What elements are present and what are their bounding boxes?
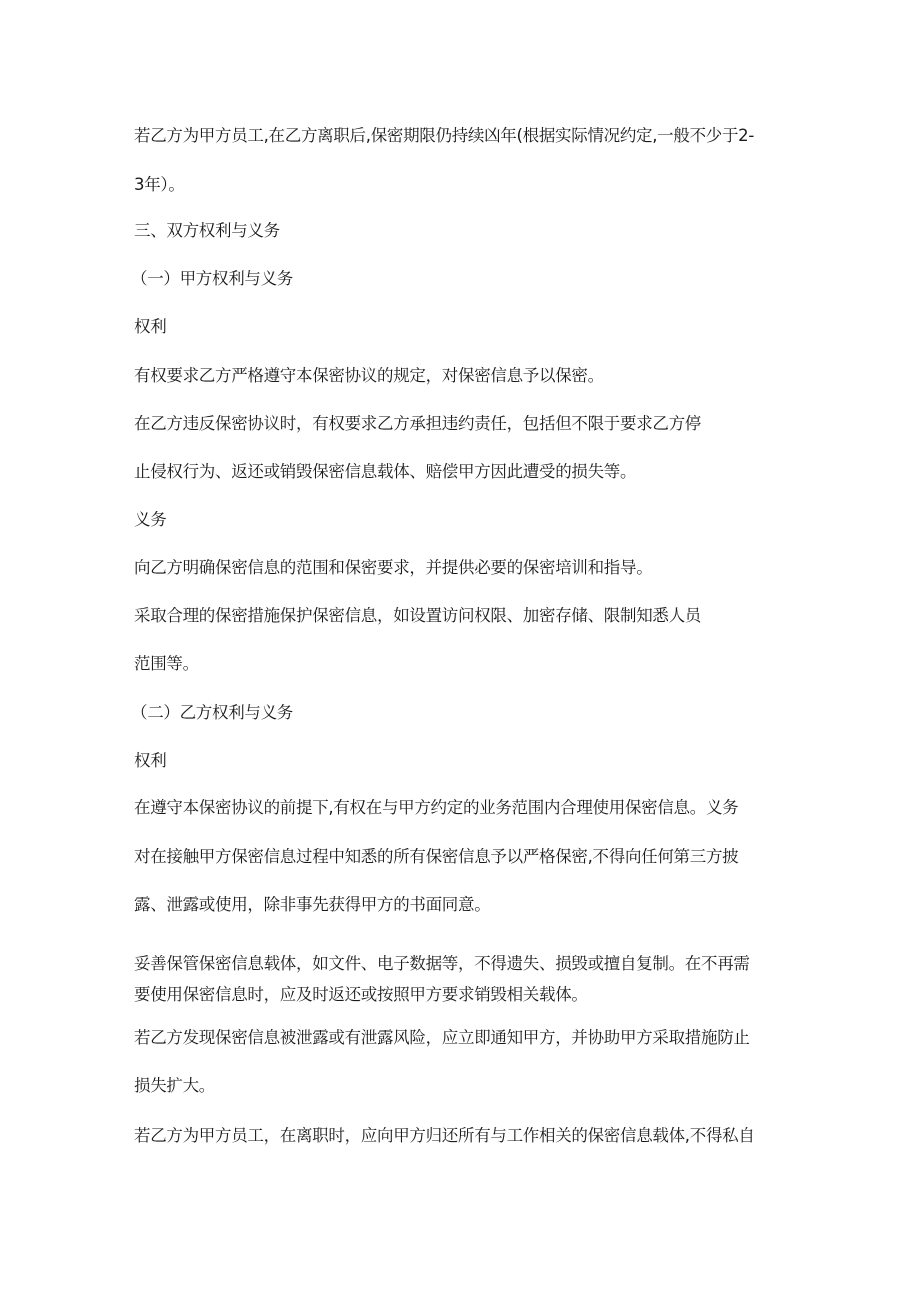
text-line: 范围等。 (134, 654, 199, 673)
text-line: 若乙方为甲方员工,在乙方离职后,保密期限仍持续凶年(根据实际情况约定,一般不少于2- (134, 126, 755, 145)
text-line: 3年）。 (134, 175, 185, 194)
text-line: 止侵权行为、返还或销毁保密信息载体、赔偿甲方因此遭受的损失等。 (134, 462, 637, 481)
text-line: 向乙方明确保密信息的范围和保密要求，并提供必要的保密培训和指导。 (134, 558, 653, 577)
text-line: 露、泄露或使用，除非事先获得甲方的书面同意。 (134, 895, 491, 914)
text-line: 要使用保密信息时，应及时返还或按照甲方要求销毁相关载体。 (134, 985, 588, 1004)
item-heading: 权利 (134, 317, 167, 336)
text-line: 若乙方发现保密信息被泄露或有泄露风险，应立即通知甲方，并协助甲方采取措施防止 (134, 1028, 750, 1047)
item-heading: 义务 (134, 510, 167, 529)
text-line: 损失扩大。 (134, 1076, 216, 1095)
text-line: 对在接触甲方保密信息过程中知悉的所有保密信息予以严格保密,不得向任何第三方披 (134, 847, 739, 866)
text-line: 妥善保管保密信息载体，如文件、电子数据等，不得遗失、损毁或擅自复制。在不再需 (134, 954, 750, 973)
text-line: 有权要求乙方严格遵守本保密协议的规定，对保密信息予以保密。 (134, 366, 604, 385)
section-heading: 三、双方权利与义务 (134, 221, 280, 240)
text-line: 在乙方违反保密协议时，有权要求乙方承担违约责任，包括但不限于要求乙方停 (134, 414, 702, 433)
item-heading: 权利 (134, 751, 167, 770)
text-line: 若乙方为甲方员工，在离职时，应向甲方归还所有与工作相关的保密信息载体,不得私自 (134, 1126, 755, 1145)
text-line: 采取合理的保密措施保护保密信息，如设置访问权限、加密存储、限制知悉人员 (134, 606, 702, 625)
subsection-heading: （一）甲方权利与义务 (131, 269, 294, 288)
text-line: 在遵守本保密协议的前提下,有权在与甲方约定的业务范围内合理使用保密信息。义务 (134, 798, 739, 817)
subsection-heading: （二）乙方权利与义务 (131, 703, 294, 722)
